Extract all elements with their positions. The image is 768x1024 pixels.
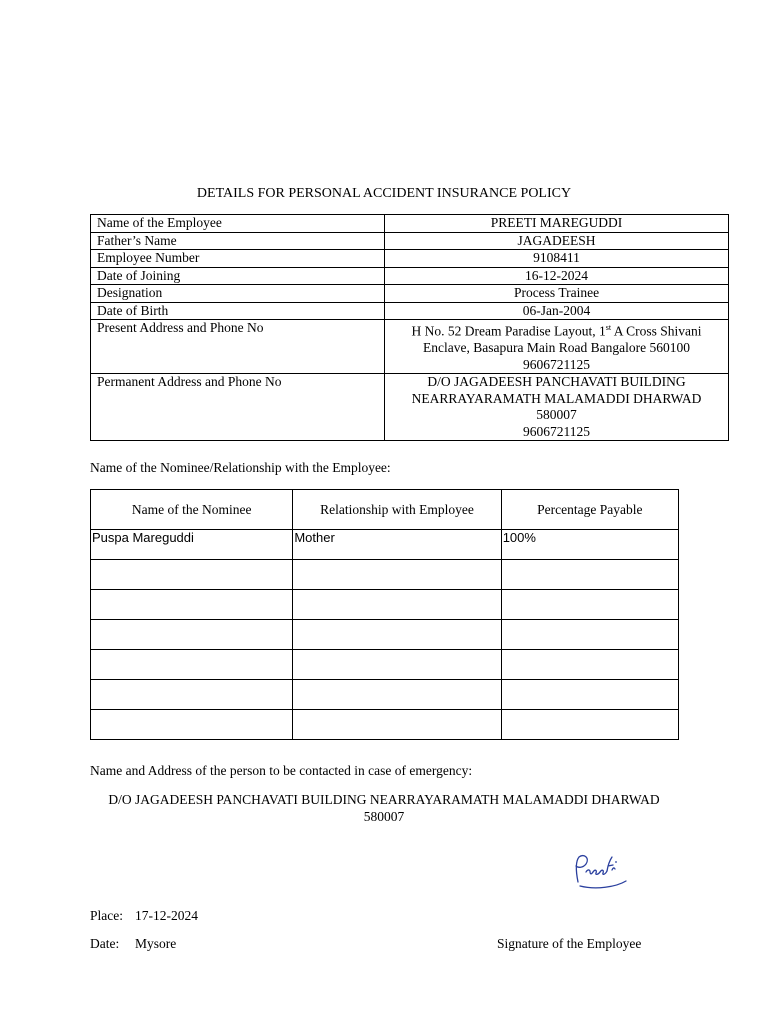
date-value: Mysore (135, 936, 177, 951)
table-row (91, 232, 729, 250)
table-row (91, 650, 679, 680)
relationship-cell (293, 650, 501, 680)
percentage-cell (501, 620, 678, 650)
table-header-row (91, 490, 679, 530)
permanent-phone: 9606721125 (523, 423, 590, 439)
relationship-cell: Mother (293, 530, 501, 560)
table-row (91, 620, 679, 650)
percentage-cell (501, 680, 678, 710)
relationship-cell (293, 560, 501, 590)
percentage-cell (501, 710, 678, 740)
percentage-header: Percentage Payable (501, 490, 678, 530)
nominee-name-cell (91, 560, 293, 590)
permanent-address-line3: 580007 (536, 407, 577, 422)
date-field (90, 936, 176, 952)
nominee-intro: Name of the Nominee/Relationship with the Employee: (90, 460, 391, 475)
nominee-name-cell (91, 680, 293, 710)
present-address-line1-b: A Cross Shivani (611, 323, 702, 339)
form-title: DETAILS FOR PERSONAL ACCIDENT INSURANCE POLICY (196, 186, 572, 201)
relationship-cell (293, 710, 501, 740)
table-row (91, 680, 679, 710)
date-of-birth-value: 06-Jan-2004 (385, 302, 729, 320)
percentage-cell: 100% (501, 530, 678, 560)
emergency-address-line2: 580007 (363, 809, 405, 824)
date-of-joining-value: 16-12-2024 (385, 267, 729, 285)
table-row (91, 250, 729, 268)
emergency-contact-intro: Name and Address of the person to be contacted in case of emergency: (90, 763, 473, 778)
table-row (91, 560, 679, 590)
nominee-name-cell (91, 590, 293, 620)
date-of-birth-label: Date of Birth (91, 302, 385, 320)
father-name-value: JAGADEESH (385, 232, 729, 250)
permanent-address-line1: D/O JAGADEESH PANCHAVATI BUILDING (427, 374, 686, 389)
nominee-name-cell (91, 710, 293, 740)
date-of-joining-label: Date of Joining (91, 267, 385, 285)
percentage-cell (501, 650, 678, 680)
table-row (91, 530, 679, 560)
nominee-name-cell (91, 620, 293, 650)
permanent-address-value (385, 374, 729, 441)
percentage-cell (501, 560, 678, 590)
father-name-label: Father’s Name (91, 232, 385, 250)
table-row (91, 302, 729, 320)
permanent-address-label: Permanent Address and Phone No (91, 374, 385, 441)
present-address-line2: Enclave, Basapura Main Road Bangalore 560100 (423, 340, 690, 355)
employee-details-table (90, 214, 729, 441)
table-row (91, 320, 729, 374)
permanent-address-line2: NEARRAYARAMATH MALAMADDI DHARWAD (411, 390, 702, 406)
nominee-name-header: Name of the Nominee (91, 490, 293, 530)
table-row (91, 267, 729, 285)
table-row (91, 374, 729, 441)
present-phone: 9606721125 (523, 356, 590, 372)
ordinal-suffix: st (605, 323, 612, 332)
employee-signature-image (566, 850, 636, 894)
present-address-line1-a: H No. 52 Dream Paradise Layout, 1 (411, 323, 606, 339)
nominee-name-cell (91, 650, 293, 680)
present-address-value (385, 320, 729, 374)
table-row (91, 590, 679, 620)
relationship-header: Relationship with Employee (293, 490, 501, 530)
place-value: 17-12-2024 (135, 908, 198, 923)
present-address-line1 (391, 320, 722, 340)
table-row (91, 285, 729, 303)
present-address-label: Present Address and Phone No (91, 320, 385, 374)
percentage-cell (501, 590, 678, 620)
nominee-name-cell: Puspa Mareguddi (91, 530, 293, 560)
table-row (91, 710, 679, 740)
employee-name-value: PREETI MAREGUDDI (385, 215, 729, 233)
employee-name-label: Name of the Employee (91, 215, 385, 233)
employee-number-value: 9108411 (385, 250, 729, 268)
table-row (91, 215, 729, 233)
place-field (90, 908, 198, 924)
designation-value: Process Trainee (385, 285, 729, 303)
date-label: Date: (90, 936, 120, 951)
employee-number-label: Employee Number (91, 250, 385, 268)
emergency-address (90, 791, 678, 825)
designation-label: Designation (91, 285, 385, 303)
emergency-address-line1: D/O JAGADEESH PANCHAVATI BUILDING NEARRAYARAMATH MALAMADDI DHARWAD (108, 792, 660, 807)
relationship-cell (293, 680, 501, 710)
relationship-cell (293, 620, 501, 650)
relationship-cell (293, 590, 501, 620)
place-label: Place: (90, 908, 123, 923)
signature-label: Signature of the Employee (497, 936, 642, 951)
nominee-table (90, 489, 679, 740)
